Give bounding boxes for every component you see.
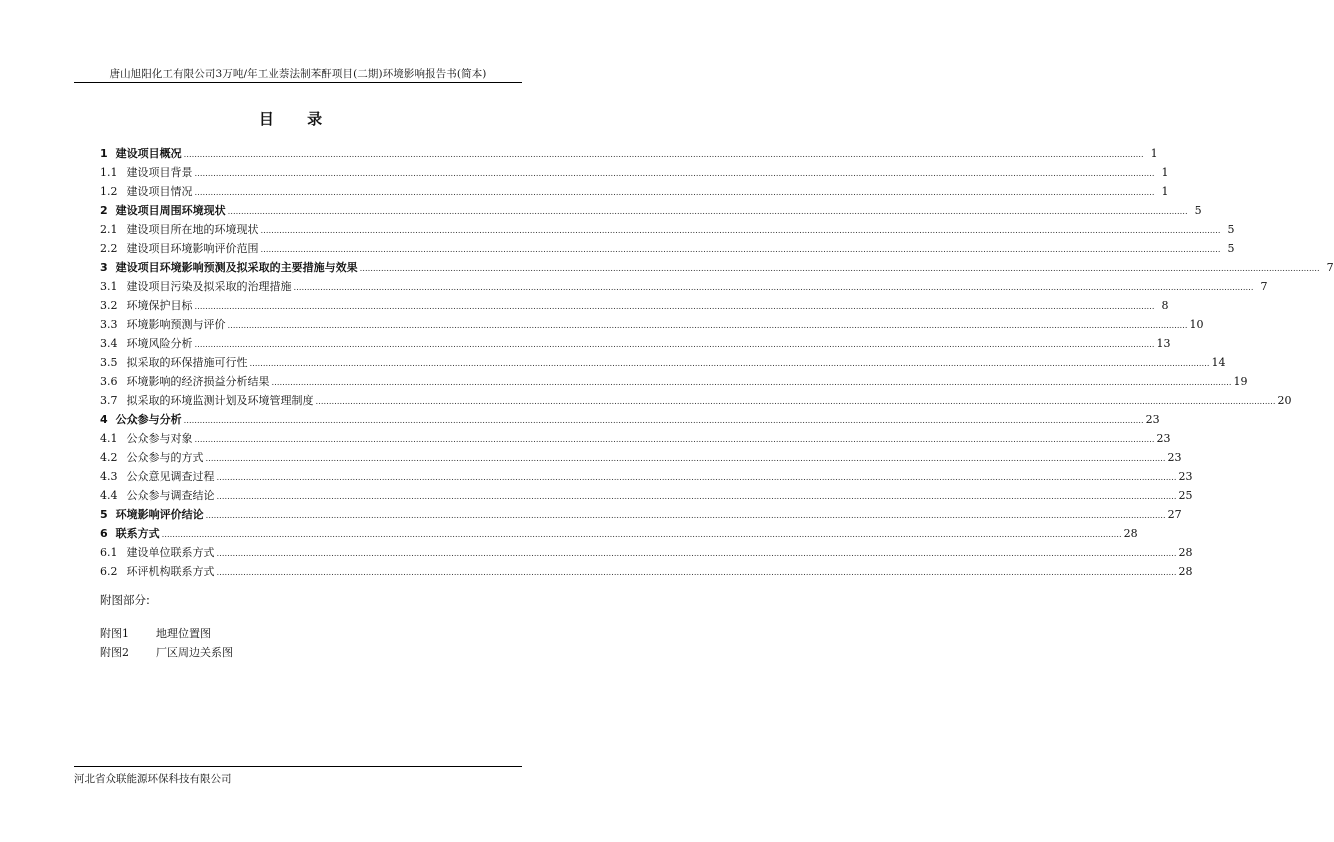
toc-entry[interactable] (100, 372, 1248, 391)
toc-entry[interactable] (100, 201, 1202, 220)
toc-entry-label: 环境保护目标 (126, 299, 193, 312)
toc-entry-number: 3.1 (100, 280, 118, 293)
toc-entry-number: 1.1 (100, 166, 118, 179)
toc-leader-dots: ……………………………………………………………………………………………………………………………………………………………………………………………………………………………………………………………………………………………………………………………… (194, 188, 1155, 197)
toc-entry[interactable] (100, 220, 1235, 239)
toc-entry-label: 建设项目情况 (126, 185, 193, 198)
toc-entry-number: 4.2 (100, 451, 118, 464)
toc-entry-page: 10 (1189, 318, 1204, 331)
toc-entry[interactable] (100, 467, 1193, 486)
toc-leader-dots: ……………………………………………………………………………………………………………………………………………………………………………………………………………………………………………………………………………………………………………………………… (183, 416, 1144, 425)
toc-entry[interactable] (100, 505, 1182, 524)
appendix-item-number: 附图2 (100, 646, 129, 659)
toc-entry-page: 25 (1178, 489, 1193, 502)
toc-leader-dots: ……………………………………………………………………………………………………………………………………………………………………………………………………………………………………………………………………………………………………………………………… (161, 530, 1122, 539)
toc-entry[interactable] (100, 182, 1169, 201)
toc-entry[interactable] (100, 391, 1292, 410)
toc-leader-dots: ……………………………………………………………………………………………………………………………………………………………………………………………………………………………………………………………………………………………………………………………… (216, 492, 1177, 501)
toc-entry-number: 3 (100, 261, 108, 274)
toc-entry-page: 14 (1211, 356, 1226, 369)
toc-entry-number: 6 (100, 527, 108, 540)
toc-entry-number: 3.4 (100, 337, 118, 350)
toc-entry-page: 20 (1277, 394, 1292, 407)
toc-leader-dots: ……………………………………………………………………………………………………………………………………………………………………………………………………………………………………………………………………………………………………………………………… (183, 150, 1144, 159)
toc-leader-dots: ……………………………………………………………………………………………………………………………………………………………………………………………………………………………………………………………………………………………………………………………… (205, 454, 1166, 463)
toc-entry-label: 环境影响的经济损益分析结果 (126, 375, 270, 388)
toc-entry-number: 4.3 (100, 470, 118, 483)
toc-leader-dots: ……………………………………………………………………………………………………………………………………………………………………………………………………………………………………………………………………………………………………………………………… (205, 511, 1166, 520)
toc-entry[interactable] (100, 410, 1160, 429)
toc-leader-dots: ……………………………………………………………………………………………………………………………………………………………………………………………………………………………………………………………………………………………………………………………… (315, 397, 1276, 406)
toc-entry-number: 4.1 (100, 432, 118, 445)
toc-entry-label: 公众参与分析 (115, 413, 182, 426)
toc-entry-number: 3.6 (100, 375, 118, 388)
toc-entry-number: 3.3 (100, 318, 118, 331)
toc-entry-number: 3.5 (100, 356, 118, 369)
toc-leader-dots: ……………………………………………………………………………………………………………………………………………………………………………………………………………………………………………………………………………………………………………………………… (194, 435, 1155, 444)
toc-entry-page: 19 (1233, 375, 1248, 388)
toc-entry-number: 3.7 (100, 394, 118, 407)
toc-entry-number: 6.1 (100, 546, 118, 559)
toc-entry-label: 建设项目环境影响预测及拟采取的主要措施与效果 (115, 261, 358, 274)
toc-entry-label: 建设项目背景 (126, 166, 193, 179)
toc-entry-page: 1 (1161, 185, 1169, 198)
toc-leader-dots: ……………………………………………………………………………………………………………………………………………………………………………………………………………………………………………………………………………………………………………………………… (260, 226, 1221, 235)
toc-entry-page: 28 (1123, 527, 1138, 540)
toc-entry[interactable] (100, 144, 1158, 163)
toc-entry-number: 2 (100, 204, 108, 217)
toc-entry[interactable] (100, 334, 1171, 353)
toc-entry-label: 联系方式 (115, 527, 160, 540)
toc-entry[interactable] (100, 296, 1169, 315)
toc-entry-page: 5 (1227, 223, 1235, 236)
toc-leader-dots: ……………………………………………………………………………………………………………………………………………………………………………………………………………………………………………………………………………………………………………………………… (194, 340, 1155, 349)
toc-entry[interactable] (100, 353, 1226, 372)
toc-entry-number: 6.2 (100, 565, 118, 578)
toc-entry-page: 23 (1178, 470, 1193, 483)
toc-entry-label: 环境影响评价结论 (115, 508, 204, 521)
appendix-item-number: 附图1 (100, 627, 129, 640)
toc-entry-number: 3.2 (100, 299, 118, 312)
toc-entry-label: 拟采取的环境监测计划及环境管理制度 (126, 394, 314, 407)
toc-entry-label: 拟采取的环保措施可行性 (126, 356, 248, 369)
page-header: 唐山旭阳化工有限公司3万吨/年工业萘法制苯酐项目(二期)环境影响报告书(简本) (109, 68, 487, 80)
toc-entry-label: 公众参与调查结论 (126, 489, 215, 502)
toc-entry-label: 公众参与的方式 (126, 451, 204, 464)
toc-entry-number: 4 (100, 413, 108, 426)
toc-entry-label: 建设项目周围环境现状 (115, 204, 226, 217)
toc-entry[interactable] (100, 315, 1204, 334)
footer-rule (74, 766, 522, 767)
toc-entry-page: 5 (1194, 204, 1202, 217)
toc-entry-number: 1.2 (100, 185, 118, 198)
toc-leader-dots: ……………………………………………………………………………………………………………………………………………………………………………………………………………………………………………………………………………………………………………………………… (216, 473, 1177, 482)
toc-entry-page: 7 (1326, 261, 1334, 274)
toc-entry-label: 建设项目概况 (115, 147, 182, 160)
toc-entry-page: 5 (1227, 242, 1235, 255)
toc-leader-dots: ……………………………………………………………………………………………………………………………………………………………………………………………………………………………………………………………………………………………………………………………… (194, 169, 1155, 178)
toc-entry-page: 23 (1167, 451, 1182, 464)
toc-entry[interactable] (100, 429, 1171, 448)
toc-entry-number: 5 (100, 508, 108, 521)
toc-entry-page: 28 (1178, 565, 1193, 578)
appendix-item-label: 厂区周边关系图 (156, 646, 233, 659)
appendix-title: 附图部分: (100, 593, 150, 607)
toc-leader-dots: ……………………………………………………………………………………………………………………………………………………………………………………………………………………………………………………………………………………………………………………………… (359, 264, 1320, 273)
toc-entry-number: 1 (100, 147, 108, 160)
table-of-contents (100, 144, 1334, 581)
toc-entry-label: 环评机构联系方式 (126, 565, 215, 578)
toc-entry-page: 13 (1156, 337, 1171, 350)
toc-entry[interactable] (100, 562, 1193, 581)
toc-entry-label: 建设项目环境影响评价范围 (126, 242, 259, 255)
appendix-item (100, 624, 233, 643)
toc-entry-page: 27 (1167, 508, 1182, 521)
toc-entry-page: 8 (1161, 299, 1169, 312)
toc-leader-dots: ……………………………………………………………………………………………………………………………………………………………………………………………………………………………………………………………………………………………………………………………… (249, 359, 1210, 368)
toc-entry-number: 2.2 (100, 242, 118, 255)
toc-entry-page: 23 (1156, 432, 1171, 445)
toc-entry-page: 1 (1161, 166, 1169, 179)
toc-entry-label: 建设单位联系方式 (126, 546, 215, 559)
toc-entry[interactable] (100, 163, 1169, 182)
appendix-item-label: 地理位置图 (156, 627, 211, 640)
toc-entry-number: 2.1 (100, 223, 118, 236)
toc-entry[interactable] (100, 239, 1235, 258)
toc-leader-dots: ……………………………………………………………………………………………………………………………………………………………………………………………………………………………………………………………………………………………………………………………… (194, 302, 1155, 311)
toc-entry-page: 7 (1260, 280, 1268, 293)
toc-entry-label: 公众意见调查过程 (126, 470, 215, 483)
appendix-item (100, 643, 233, 662)
toc-entry-label: 建设项目污染及拟采取的治理措施 (126, 280, 292, 293)
header-rule (74, 82, 522, 83)
toc-entry[interactable] (100, 524, 1138, 543)
toc-entry-page: 23 (1145, 413, 1160, 426)
toc-entry[interactable] (100, 258, 1334, 277)
toc-entry[interactable] (100, 543, 1193, 562)
toc-entry[interactable] (100, 486, 1193, 505)
toc-entry[interactable] (100, 277, 1268, 296)
toc-entry-label: 环境风险分析 (126, 337, 193, 350)
page-title: 目 录 (258, 110, 337, 128)
toc-leader-dots: ……………………………………………………………………………………………………………………………………………………………………………………………………………………………………………………………………………………………………………………………… (260, 245, 1221, 254)
toc-entry-label: 环境影响预测与评价 (126, 318, 226, 331)
toc-leader-dots: ……………………………………………………………………………………………………………………………………………………………………………………………………………………………………………………………………………………………………………………………… (293, 283, 1254, 292)
toc-entry-label: 公众参与对象 (126, 432, 193, 445)
toc-entry-page: 28 (1178, 546, 1193, 559)
toc-entry-label: 建设项目所在地的环境现状 (126, 223, 259, 236)
toc-leader-dots: ……………………………………………………………………………………………………………………………………………………………………………………………………………………………………………………………………………………………………………………………… (227, 321, 1188, 330)
toc-entry[interactable] (100, 448, 1182, 467)
toc-entry-page: 1 (1150, 147, 1158, 160)
toc-entry-number: 4.4 (100, 489, 118, 502)
toc-leader-dots: ……………………………………………………………………………………………………………………………………………………………………………………………………………………………………………………………………………………………………………………………… (216, 549, 1177, 558)
toc-leader-dots: ……………………………………………………………………………………………………………………………………………………………………………………………………………………………………………………………………………………………………………………………… (216, 568, 1177, 577)
page-footer: 河北省众联能源环保科技有限公司 (74, 773, 232, 785)
toc-leader-dots: ……………………………………………………………………………………………………………………………………………………………………………………………………………………………………………………………………………………………………………………………… (227, 207, 1188, 216)
appendix-list (100, 624, 233, 662)
toc-leader-dots: ……………………………………………………………………………………………………………………………………………………………………………………………………………………………………………………………………………………………………………………………… (271, 378, 1232, 387)
